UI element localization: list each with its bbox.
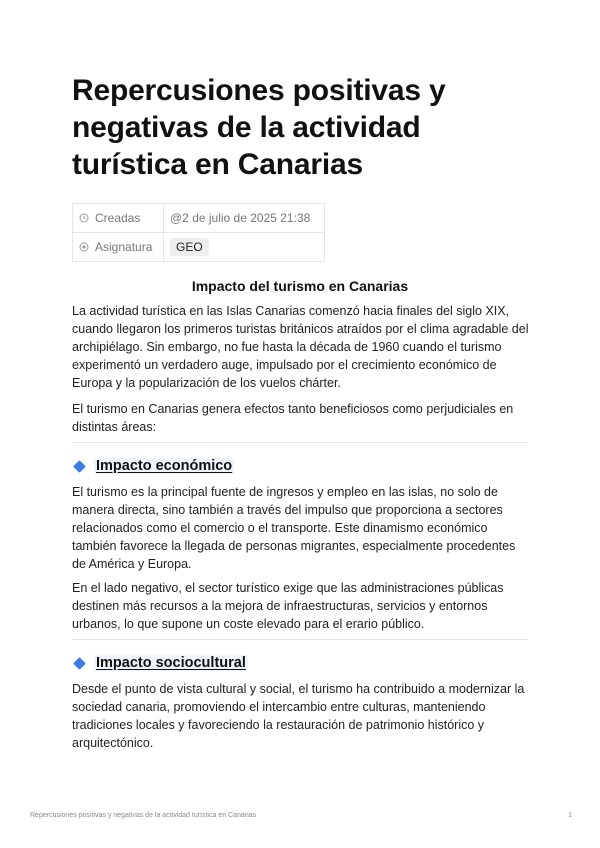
blue-diamond-icon	[73, 460, 86, 473]
properties-table	[72, 203, 325, 262]
economic-paragraph: En el lado negativo, el sector turístico exige que las administraciones públicas destinen más recursos a la mejora de infraestructuras, servicios y entornos urbanos, lo que supone un coste elevado para el erario público.	[72, 581, 504, 631]
property-label: Asignatura	[95, 240, 153, 254]
property-row-subject	[73, 233, 325, 262]
economic-heading-text: Impacto económico	[96, 458, 233, 474]
property-value: @2 de julio de 2025 21:38	[164, 204, 325, 233]
clock-icon	[79, 213, 89, 223]
footer-title: Repercusiones positivas y negativas de la actividad turística en Canarias	[30, 812, 257, 819]
section-title: Impacto del turismo en Canarias	[191, 278, 409, 294]
economic-heading	[72, 458, 234, 474]
intro-paragraph: La actividad turística en las Islas Canarias comenzó hacia finales del siglo XIX, cuando llegaron los primeros turistas británicos atraídos por el clima agradable del archipiélago. Sin embargo, no fue hasta la década de 1960 cuando el turismo experimentó un verdadero auge, impulsado por el crecimiento económico de Europa y la popularización de los vuelos chárter.	[72, 304, 529, 390]
sociocultural-heading-text: Impacto sociocultural	[96, 655, 246, 671]
sociocultural-paragraph: Desde el punto de vista cultural y social, el turismo ha contribuido a modernizar la sociedad canaria, promoviendo el intercambio entre culturas, manteniendo tradiciones locales y favoreciendo la restauración de patrimonio histórico y arquitectónico.	[72, 682, 525, 750]
intro-paragraph: El turismo en Canarias genera efectos tanto beneficiosos como perjudiciales en distintas áreas:	[72, 402, 514, 434]
subject-tag[interactable]: GEO	[170, 238, 209, 256]
sociocultural-heading	[72, 655, 248, 671]
divider	[72, 442, 528, 443]
page-title: Repercusiones positivas y negativas de la actividad turística en Canarias	[72, 74, 446, 181]
property-row-created	[73, 204, 325, 233]
page-number: 1	[568, 812, 572, 819]
circle-dot-icon	[79, 242, 89, 252]
economic-paragraph: El turismo es la principal fuente de ingresos y empleo en las islas, no solo de manera directa, sino también a través del impulso que proporciona a sectores relacionados como el comercio o el transporte. Este dinamismo económico también favorece la llegada de personas migrantes, especialmente procedentes de América y Europa.	[72, 485, 516, 571]
divider	[72, 639, 528, 640]
property-label: Creadas	[95, 211, 141, 225]
blue-diamond-icon	[73, 657, 86, 670]
